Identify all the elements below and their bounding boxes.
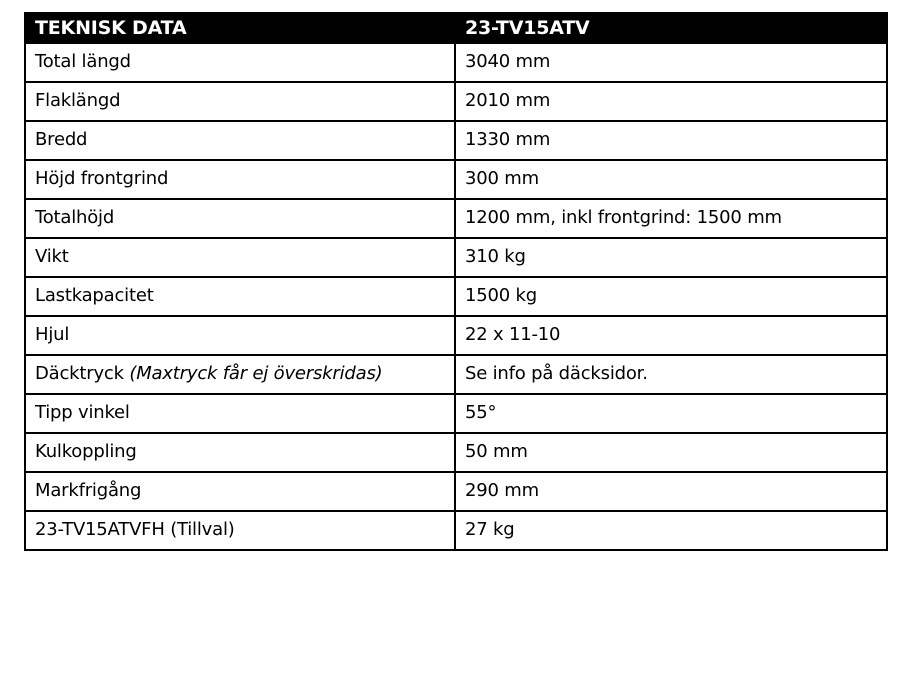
label-text: Lastkapacitet xyxy=(35,285,154,306)
table-row xyxy=(25,43,887,82)
row-value: 55° xyxy=(455,394,887,433)
row-label xyxy=(25,160,455,199)
row-label xyxy=(25,355,455,394)
header-cell-technical-data: TEKNISK DATA xyxy=(25,13,455,43)
table-row xyxy=(25,316,887,355)
row-label xyxy=(25,43,455,82)
row-value: 1330 mm xyxy=(455,121,887,160)
label-text: Totalhöjd xyxy=(35,207,115,228)
row-value: 50 mm xyxy=(455,433,887,472)
row-label xyxy=(25,199,455,238)
table-row xyxy=(25,121,887,160)
row-value: 1200 mm, inkl frontgrind: 1500 mm xyxy=(455,199,887,238)
row-value: 290 mm xyxy=(455,472,887,511)
label-text: Markfrigång xyxy=(35,480,142,501)
row-value: 1500 kg xyxy=(455,277,887,316)
row-value: 3040 mm xyxy=(455,43,887,82)
row-value: 22 x 11-10 xyxy=(455,316,887,355)
label-text: 23-TV15ATVFH (Tillval) xyxy=(35,519,235,540)
label-text: Flaklängd xyxy=(35,90,121,111)
table-row xyxy=(25,277,887,316)
table-row xyxy=(25,433,887,472)
label-text: Total längd xyxy=(35,51,131,72)
row-label xyxy=(25,121,455,160)
label-text: Vikt xyxy=(35,246,69,267)
label-text: Däcktryck xyxy=(35,363,124,384)
table-row xyxy=(25,199,887,238)
table-row xyxy=(25,82,887,121)
table-row xyxy=(25,355,887,394)
header-cell-model: 23-TV15ATV xyxy=(455,13,887,43)
table-row xyxy=(25,472,887,511)
label-text: Kulkoppling xyxy=(35,441,137,462)
table-row xyxy=(25,394,887,433)
label-text: Bredd xyxy=(35,129,88,150)
row-label xyxy=(25,511,455,550)
row-value: 300 mm xyxy=(455,160,887,199)
row-label xyxy=(25,277,455,316)
row-value: 27 kg xyxy=(455,511,887,550)
row-value: 2010 mm xyxy=(455,82,887,121)
label-note: (Maxtryck får ej överskridas) xyxy=(129,363,383,384)
label-text: Hjul xyxy=(35,324,70,345)
spec-table xyxy=(24,12,888,551)
label-text: Tipp vinkel xyxy=(35,402,130,423)
label-text: Höjd frontgrind xyxy=(35,168,169,189)
row-value: 310 kg xyxy=(455,238,887,277)
row-value: Se info på däcksidor. xyxy=(455,355,887,394)
table-row xyxy=(25,238,887,277)
row-label xyxy=(25,472,455,511)
row-label xyxy=(25,394,455,433)
spec-table-header xyxy=(25,13,887,43)
spec-table-body xyxy=(25,43,887,550)
row-label xyxy=(25,433,455,472)
row-label xyxy=(25,238,455,277)
row-label xyxy=(25,316,455,355)
header-row xyxy=(25,13,887,43)
table-row xyxy=(25,511,887,550)
row-label xyxy=(25,82,455,121)
table-row xyxy=(25,160,887,199)
